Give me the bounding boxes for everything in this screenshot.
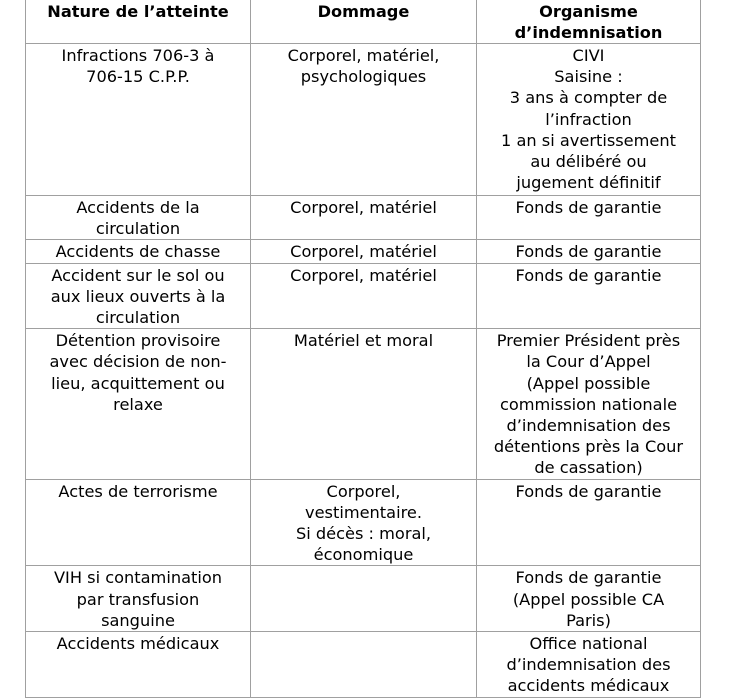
header-dommage: [251, 0, 477, 44]
cell-text-line: Premier Président près: [496, 331, 681, 351]
cell-text-line: Infractions 706-3 à: [61, 46, 215, 65]
cell-text-line: par transfusion: [76, 589, 200, 609]
cell-organisme: [477, 479, 701, 566]
table-row: [26, 632, 701, 698]
cell-nature: [26, 240, 251, 263]
table-row: [26, 263, 701, 329]
cell-text-line: 3 ans à compter de: [509, 88, 668, 108]
cell-text-line: Détention provisoire: [55, 331, 221, 351]
cell-text-line: CIVI: [572, 46, 605, 65]
indemnisation-table: [25, 0, 701, 698]
cell-text-line: Organisme: [539, 2, 638, 21]
cell-organisme: [477, 196, 701, 240]
cell-text-line: d’indemnisation des: [506, 655, 671, 675]
cell-text-line: Accidents médicaux: [56, 634, 220, 654]
cell-text-line: jugement définitif: [516, 173, 661, 193]
cell-nature: [26, 44, 251, 196]
cell-nature: [26, 632, 251, 698]
cell-text-line: relaxe: [113, 394, 163, 414]
cell-text-line: psychologiques: [300, 67, 427, 87]
cell-text-line: détentions près la Cour: [493, 437, 684, 457]
table-row: [26, 479, 701, 566]
cell-text-line: au délibéré ou: [530, 152, 647, 172]
cell-dommage: [251, 632, 477, 698]
cell-text-line: Fonds de garantie: [515, 481, 662, 501]
cell-text-line: vestimentaire.: [305, 502, 422, 522]
cell-text-line: Accidents de chasse: [55, 242, 221, 262]
cell-dommage: [251, 479, 477, 566]
cell-text-line: Actes de terrorisme: [58, 481, 218, 501]
cell-text-line: VIH si contamination: [53, 568, 223, 588]
table-row: [26, 329, 701, 479]
cell-text-line: Dommage: [317, 2, 410, 21]
cell-text-line: d’indemnisation: [514, 23, 663, 42]
cell-text-line: Corporel, matériel,: [287, 46, 440, 65]
cell-organisme: [477, 240, 701, 263]
cell-text-line: aux lieux ouverts à la: [50, 286, 226, 306]
cell-nature: [26, 479, 251, 566]
cell-text-line: Si décès : moral,: [295, 524, 432, 544]
cell-text-line: commission nationale: [499, 394, 678, 414]
cell-text-line: Accident sur le sol ou: [51, 265, 225, 285]
cell-dommage: [251, 240, 477, 263]
cell-text-line: Corporel, matériel: [290, 265, 437, 285]
cell-text-line: l’infraction: [545, 109, 632, 129]
cell-text-line: Fonds de garantie: [515, 265, 662, 285]
cell-text-line: d’indemnisation des: [506, 416, 671, 436]
header-organisme: [477, 0, 701, 44]
cell-dommage: [251, 263, 477, 329]
cell-text-line: Corporel,: [326, 481, 401, 501]
cell-text-line: 1 an si avertissement: [501, 130, 676, 150]
cell-dommage: [251, 329, 477, 479]
cell-text-line: la Cour d’Appel: [526, 352, 651, 372]
cell-text-line: économique: [313, 545, 414, 565]
cell-text-line: Accidents de la: [76, 198, 200, 217]
cell-text-line: accidents médicaux: [507, 676, 670, 696]
table-row: [26, 44, 701, 196]
table-row: [26, 566, 701, 632]
cell-dommage: [251, 196, 477, 240]
cell-dommage: [251, 44, 477, 196]
cell-text-line: lieu, acquittement ou: [51, 373, 225, 393]
header-nature: [26, 0, 251, 44]
cell-organisme: [477, 329, 701, 479]
cell-text-line: (Appel possible CA: [512, 589, 665, 609]
cell-text-line: (Appel possible: [526, 373, 651, 393]
cell-text-line: Office national: [529, 634, 648, 654]
cell-text-line: avec décision de non-: [49, 352, 227, 372]
cell-text-line: Fonds de garantie: [515, 198, 662, 217]
table-row: [26, 196, 701, 240]
cell-text-line: sanguine: [101, 610, 175, 630]
cell-nature: [26, 196, 251, 240]
cell-text-line: circulation: [95, 308, 181, 328]
cell-text-line: Nature de l’atteinte: [47, 2, 229, 21]
cell-nature: [26, 263, 251, 329]
cell-organisme: [477, 632, 701, 698]
cell-nature: [26, 329, 251, 479]
cell-organisme: [477, 44, 701, 196]
cell-nature: [26, 566, 251, 632]
cell-text-line: Paris): [566, 610, 611, 630]
cell-dommage: [251, 566, 477, 632]
table-row: [26, 240, 701, 263]
cell-organisme: [477, 263, 701, 329]
cell-text-line: Saisine :: [554, 67, 623, 87]
cell-text-line: Matériel et moral: [293, 331, 434, 351]
table-header-row: [26, 0, 701, 44]
cell-text-line: Corporel, matériel: [290, 198, 437, 217]
cell-text-line: Corporel, matériel: [290, 242, 437, 262]
cell-text-line: circulation: [95, 219, 181, 239]
cell-text-line: Fonds de garantie: [515, 568, 662, 588]
cell-organisme: [477, 566, 701, 632]
cell-text-line: Fonds de garantie: [515, 242, 662, 262]
cell-text-line: 706-15 C.P.P.: [86, 67, 190, 87]
cell-text-line: de cassation): [534, 458, 643, 478]
